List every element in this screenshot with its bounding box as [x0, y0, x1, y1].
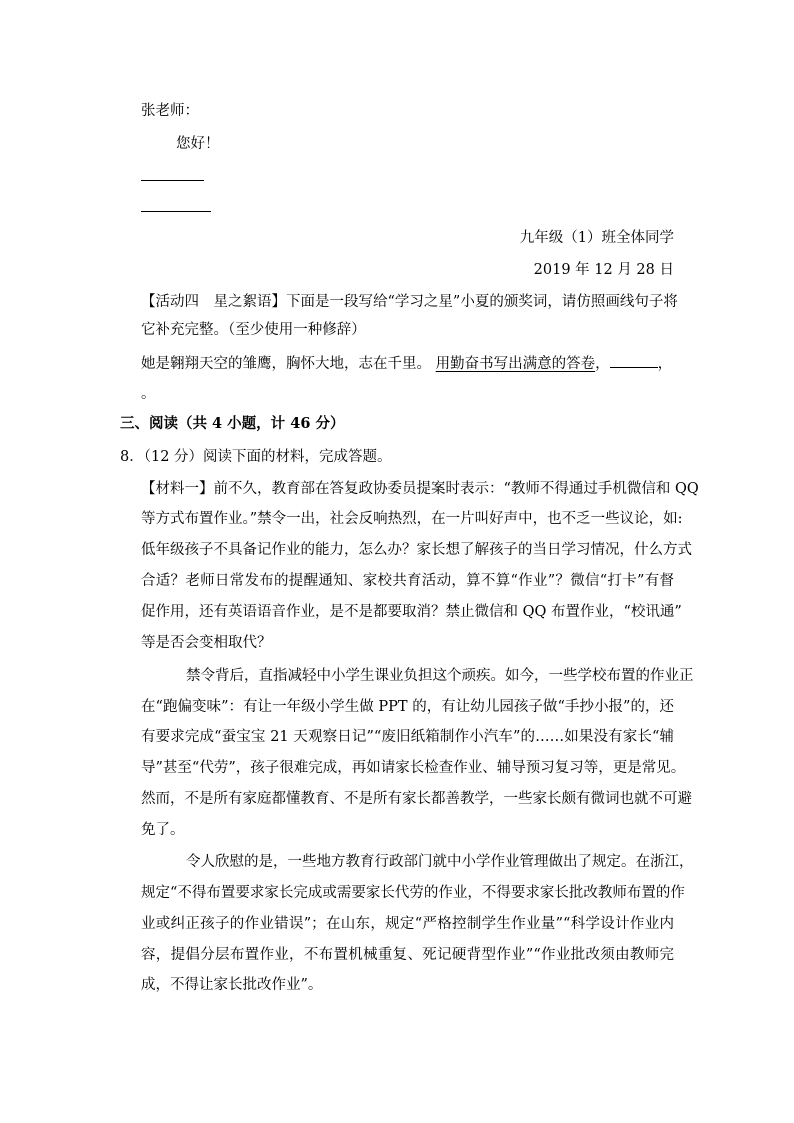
para3-line: 容，提倡分层布置作业，不布置机械重复、死记硬背型作业”“作业批改须由教师完: [141, 947, 674, 963]
award-comma-1: ，: [595, 356, 610, 372]
material1-line: 低年级孩子不具备记作业的能力，怎么办？家长想了解孩子的当日学习情况，什么方式: [141, 542, 692, 558]
letter-signature: 九年级（1）班全体同学: [519, 230, 674, 246]
award-answer-blank: [610, 353, 658, 368]
material1-line: 【材料一】前不久，教育部在答复政协委员提案时表示：“教师不得通过手机微信和 QQ: [141, 481, 699, 497]
award-sentence-model: 她是翱翔天空的雏鹰，胸怀大地，志在千里。: [141, 356, 436, 372]
para3-line: 业或纠正孩子的作业错误”；在山东，规定“严格控制学生作业量”“科学设计作业内: [141, 916, 674, 932]
answer-blank-2: [141, 211, 211, 212]
letter-greeting: 您好！: [176, 136, 220, 152]
section-3-heading: 三、阅读（共 4 小题，计 46 分）: [120, 415, 345, 432]
material1-line: 等方式布置作业。”禁令一出，社会反响热烈，在一片叫好声中，也不乏一些议论，如:: [141, 511, 683, 527]
para2-line: 在“跑偏变味”：有让一年级小学生做 PPT 的，有让幼儿园孩子做“手抄小报”的，还: [141, 699, 674, 715]
para2-line: 禁令背后，直指减轻中小学生课业负担这个顽疾。如今，一些学校布置的作业正: [186, 668, 694, 684]
material1-line: 合适？老师日常发布的提醒通知、家校共育活动，算不算“作业”？微信“打卡”有督: [141, 573, 674, 589]
material1-line: 促作用，还有英语语音作业，是不是都要取消？禁止微信和 QQ 布置作业，“校讯通”: [141, 604, 682, 620]
activity4-line-4: 。: [141, 386, 156, 402]
para3-line: 成，不得让家长批改作业”。: [141, 977, 323, 993]
answer-blank-1: [141, 180, 204, 181]
para3-line: 令人欣慰的是，一些地方教育行政部门就中小学作业管理做出了规定。在浙江，: [186, 854, 694, 870]
para3-line: 规定“不得布置要求家长完成或需要家长代劳的作业，不得要求家长批改教师布置的作: [141, 885, 685, 901]
activity4-line-1: 【活动四 星之絮语】下面是一段写给“学习之星”小夏的颁奖词，请仿照画线句子将: [141, 294, 678, 310]
activity4-line-2: 它补充完整。（至少使用一种修辞）: [141, 322, 366, 338]
para2-line: 然而，不是所有家庭都懂教育、不是所有家长都善教学，一些家长颇有微词也就不可避: [141, 791, 692, 807]
award-comma-2: ，: [657, 356, 673, 372]
question-8-intro: 8．（12 分）阅读下面的材料，完成答题。: [120, 449, 392, 465]
material1-line: 等是否会变相取代？: [141, 635, 272, 651]
para2-line: 免了。: [141, 822, 185, 838]
activity4-line-3: [141, 353, 672, 374]
letter-salutation: 张老师：: [141, 103, 199, 119]
letter-date: 2019 年 12 月 28 日: [533, 262, 674, 278]
para2-line: 导”甚至“代劳”，孩子很难完成，再如请家长检查作业、辅导预习复习等，更是常见。: [141, 760, 686, 776]
para2-line: 有要求完成“蚕宝宝 21 天观察日记”“废旧纸箱制作小汽车”的……如果没有家长“辅: [141, 729, 674, 745]
award-sentence-underlined: 用勤奋书写出满意的答卷: [435, 356, 596, 372]
